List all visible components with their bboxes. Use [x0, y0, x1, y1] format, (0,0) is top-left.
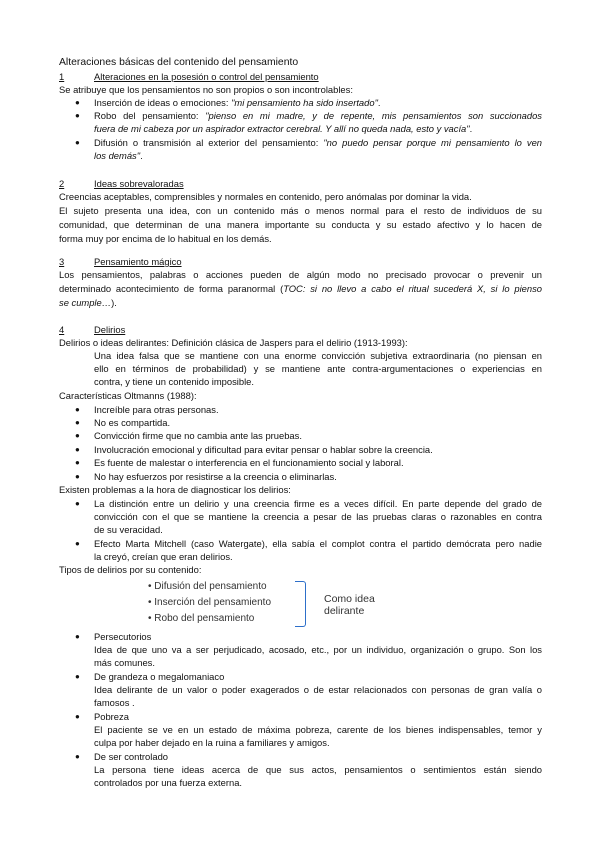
type-1-desc-line-2: más comunes.: [94, 657, 155, 668]
type-4-desc-line-1: La persona tiene ideas acerca de que sus actos, pensamientos o sentimientos están siendo: [94, 764, 542, 775]
characteristic-item: No hay esfuerzos por resistirse a la creencia o eliminarlas.: [94, 471, 337, 482]
characteristics-title: Características Oltmanns (1988):: [59, 390, 197, 401]
characteristic-item: Es fuente de malestar o interferencia en el funcionamiento social y laboral.: [94, 457, 404, 468]
bullet-icon: ●: [75, 98, 80, 107]
section-1-bullet-1: Inserción de ideas o emociones: "mi pensamiento ha sido insertado".: [94, 97, 381, 108]
bullet-icon: ●: [75, 431, 80, 440]
section-3-para-line-1: Los pensamientos, palabras o acciones pueden de algún modo no precisado provocar o prevenir un: [59, 269, 542, 280]
bracket-icon: [295, 581, 306, 627]
section-1-bullet-2-line-1: Robo del pensamiento: "pienso en mi madre, y de repente, mis pensamientos son succionados: [94, 110, 542, 121]
problem-2-line-1: Efecto Marta Mitchell (caso Watergate), ella sabía el complot contra el partido demócrata pero nadie: [94, 538, 542, 549]
characteristic-item: No es compartida.: [94, 417, 171, 428]
types-title: Tipos de delirios por su contenido:: [59, 564, 202, 575]
jaspers-def-line-3: contra, y tiene un contenido imposible.: [94, 376, 254, 387]
section-4-heading: Delirios: [94, 324, 126, 335]
section-3-number: 3: [59, 256, 65, 267]
section-3-para-line-3: se cumple…).: [59, 297, 117, 308]
type-1-name: Persecutorios: [94, 631, 152, 642]
section-3-para-line-2: determinado acontecimiento de forma paranormal (TOC: si no llevo a cabo el ritual sucederá X, si lo pienso: [59, 283, 542, 294]
section-1-heading: Alteraciones en la posesión o control del pensamiento: [94, 71, 319, 82]
section-2-para-line-3: forma muy por encima de lo habitual en los demás.: [59, 233, 272, 244]
figure-item: • Robo del pensamiento: [148, 613, 255, 624]
problems-title: Existen problemas a la hora de diagnosticar los delirios:: [59, 484, 291, 495]
jaspers-def-line-1: Una idea falsa que se mantiene con una enorme convicción subjetiva extraordinaria (no piensan en: [94, 350, 542, 361]
section-1-bullet-2-line-2: fuera de mi cabeza por un aspirador extractor cerebral. Y allí no queda nada, esto y vacía".: [94, 123, 473, 134]
section-4-definition: Delirios o ideas delirantes: Definición clásica de Jaspers para el delirio (1913-1993):: [59, 337, 408, 348]
type-3-name: Pobreza: [94, 711, 129, 722]
section-2-number: 2: [59, 178, 65, 189]
section-2-para-line-1: El sujeto presenta una idea, con un contenido más o menos normal para el resto de individuos de su: [59, 205, 542, 216]
delusion-types-figure: [148, 577, 408, 629]
section-1-number: 1: [59, 71, 65, 82]
section-3-heading: Pensamiento mágico: [94, 256, 182, 267]
type-2-desc-line-2: famosos .: [94, 697, 135, 708]
characteristic-item: Convicción firme que no cambia ante las pruebas.: [94, 430, 302, 441]
section-4-number: 4: [59, 324, 65, 335]
bullet-icon: ●: [75, 712, 80, 721]
bullet-icon: ●: [75, 672, 80, 681]
section-2-heading: Ideas sobrevaloradas: [94, 178, 184, 189]
bullet-icon: ●: [75, 418, 80, 427]
characteristic-item: Increíble para otras personas.: [94, 404, 219, 415]
bullet-icon: ●: [75, 445, 80, 454]
characteristic-item: Involucración emocional y dificultad para evitar pensar o hablar sobre la creencia.: [94, 444, 433, 455]
type-1-desc-line-1: Idea de que uno va a ser perjudicado, acosado, etc., por un individuo, organización o grupo. Son los: [94, 644, 542, 655]
bullet-icon: ●: [75, 138, 80, 147]
section-1-bullet-3-line-2: los demás".: [94, 150, 143, 161]
figure-item: • Difusión del pensamiento: [148, 581, 267, 592]
bullet-icon: ●: [75, 539, 80, 548]
type-2-desc-line-1: Idea delirante de un valor o poder exagerados o de estar relacionados con personas de gran valía o: [94, 684, 542, 695]
bullet-icon: ●: [75, 405, 80, 414]
section-2-para-line-2: comunidad, que determinan de una manera importante su conducta y su estado afectivo y lo hacen de: [59, 219, 542, 230]
problem-2-line-2: la creyó, creían que eran delirios.: [94, 551, 233, 562]
figure-item: • Inserción del pensamiento: [148, 597, 272, 608]
bullet-icon: ●: [75, 472, 80, 481]
problem-1-line-3: de su veracidad.: [94, 524, 163, 535]
type-3-desc-line-1: El paciente se ve en un estado de máxima pobreza, carente de los bienes indispensables, temor y: [94, 724, 542, 735]
problem-1-line-2: convicción con el que se mantiene la creencia a pesar de las pruebas claras o razonables en contra: [94, 511, 542, 522]
document-title: Alteraciones básicas del contenido del pensamiento: [59, 57, 299, 68]
type-2-name: De grandeza o megalomaniaco: [94, 671, 225, 682]
bullet-icon: ●: [75, 632, 80, 641]
bullet-icon: ●: [75, 752, 80, 761]
jaspers-def-line-2: ello en términos de probabilidad) y se mantiene ante contra-argumentaciones o experiencias en: [94, 363, 542, 374]
section-1-intro: Se atribuye que los pensamientos no son propios o son incontrolables:: [59, 84, 353, 95]
figure-label-line-2: delirante: [324, 605, 365, 617]
type-4-name: De ser controlado: [94, 751, 168, 762]
bullet-icon: ●: [75, 499, 80, 508]
bullet-icon: ●: [75, 111, 80, 120]
section-2-line-1: Creencias aceptables, comprensibles y normales en contenido, pero anómalas por dominar la vida.: [59, 191, 472, 202]
figure-label-line-1: Como idea: [324, 593, 375, 605]
section-1-bullet-3-line-1: Difusión o transmisión al exterior del pensamiento: "no puedo pensar porque mi pensamiento lo ven: [94, 137, 543, 148]
type-3-desc-line-2: culpa por haber dejado en la ruina a familiares y amigos.: [94, 737, 330, 748]
bullet-icon: ●: [75, 458, 80, 467]
type-4-desc-line-2: controlados por una fuerza externa.: [94, 777, 243, 788]
problem-1-line-1: La distinción entre un delirio y una creencia firme es a veces difícil. En parte depende del grado de: [94, 498, 542, 509]
